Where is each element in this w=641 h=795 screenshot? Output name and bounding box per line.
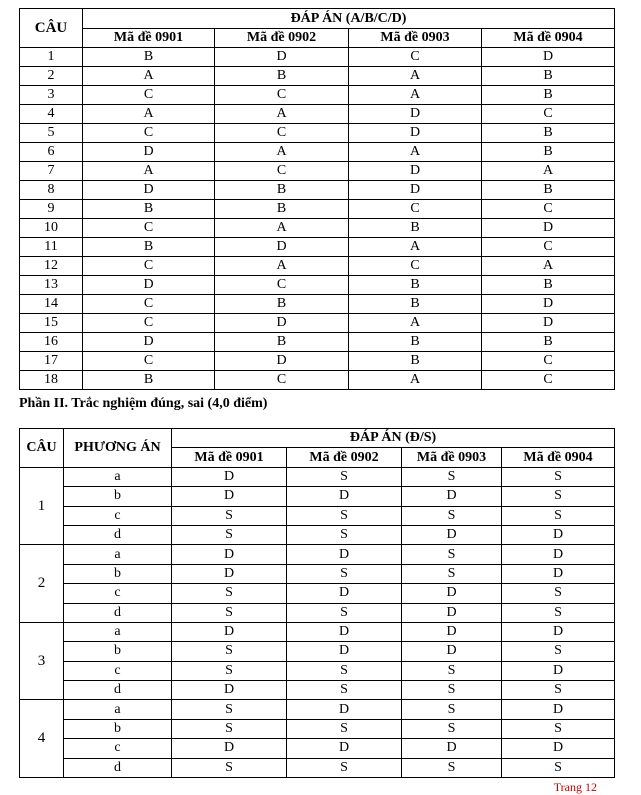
- answer-table-part1-body: [20, 48, 615, 390]
- answer-cell: B: [482, 124, 615, 143]
- answer-cell: C: [482, 105, 615, 124]
- option-letter: b: [64, 564, 172, 583]
- question-number: 3: [20, 622, 64, 700]
- question-number: 7: [20, 162, 83, 181]
- header-option: PHƯƠNG ÁN: [64, 429, 172, 468]
- header-cau: CÂU: [20, 429, 64, 468]
- answer-cell: S: [287, 719, 402, 738]
- question-number: 9: [20, 200, 83, 219]
- question-number: 6: [20, 143, 83, 162]
- answer-cell: D: [349, 162, 482, 181]
- answer-cell: S: [287, 661, 402, 680]
- table-row: [20, 257, 615, 276]
- answer-cell: S: [172, 506, 287, 525]
- answer-cell: C: [215, 86, 349, 105]
- table-row: [20, 238, 615, 257]
- table-row: [20, 603, 615, 622]
- answer-cell: D: [402, 525, 502, 544]
- answer-cell: D: [83, 276, 215, 295]
- answer-cell: A: [349, 86, 482, 105]
- header-code: Mã đề 0902: [287, 448, 402, 467]
- answer-cell: D: [482, 314, 615, 333]
- answer-cell: A: [482, 162, 615, 181]
- answer-cell: A: [215, 219, 349, 238]
- table-row: [20, 739, 615, 758]
- answer-cell: S: [402, 681, 502, 700]
- answer-cell: S: [172, 603, 287, 622]
- header-answer: ĐÁP ÁN (A/B/C/D): [83, 9, 615, 29]
- answer-cell: C: [83, 295, 215, 314]
- answer-cell: D: [215, 314, 349, 333]
- option-letter: a: [64, 545, 172, 564]
- header-code: Mã đề 0903: [349, 29, 482, 48]
- question-number: 13: [20, 276, 83, 295]
- answer-cell: C: [482, 238, 615, 257]
- question-number: 1: [20, 48, 83, 67]
- question-number: 16: [20, 333, 83, 352]
- answer-cell: S: [172, 661, 287, 680]
- answer-cell: D: [287, 545, 402, 564]
- table-row: [20, 700, 615, 719]
- answer-cell: B: [83, 371, 215, 390]
- answer-cell: C: [482, 371, 615, 390]
- answer-cell: D: [287, 739, 402, 758]
- answer-cell: B: [349, 295, 482, 314]
- answer-cell: S: [172, 525, 287, 544]
- table-row: [20, 200, 615, 219]
- answer-cell: D: [172, 622, 287, 641]
- header-code: Mã đề 0902: [215, 29, 349, 48]
- option-letter: b: [64, 719, 172, 738]
- answer-cell: D: [83, 181, 215, 200]
- answer-cell: B: [482, 86, 615, 105]
- answer-cell: C: [83, 352, 215, 371]
- answer-cell: S: [502, 584, 615, 603]
- option-letter: d: [64, 758, 172, 777]
- table-row: [20, 124, 615, 143]
- question-number: 8: [20, 181, 83, 200]
- answer-cell: D: [172, 545, 287, 564]
- option-letter: c: [64, 661, 172, 680]
- answer-cell: D: [502, 525, 615, 544]
- answer-cell: B: [482, 181, 615, 200]
- answer-cell: A: [215, 105, 349, 124]
- answer-cell: C: [215, 371, 349, 390]
- option-letter: b: [64, 487, 172, 506]
- option-letter: a: [64, 700, 172, 719]
- answer-cell: S: [402, 564, 502, 583]
- answer-cell: S: [502, 603, 615, 622]
- answer-cell: S: [287, 467, 402, 486]
- answer-cell: A: [482, 257, 615, 276]
- answer-cell: D: [83, 143, 215, 162]
- answer-cell: A: [83, 105, 215, 124]
- answer-cell: D: [402, 487, 502, 506]
- answer-cell: D: [502, 700, 615, 719]
- table-row: [20, 162, 615, 181]
- answer-cell: A: [83, 67, 215, 86]
- section-title: Phần II. Trắc nghiệm đúng, sai (4,0 điểm): [19, 396, 268, 411]
- answer-table-part1: [19, 8, 615, 390]
- answer-cell: S: [402, 506, 502, 525]
- answer-cell: D: [402, 642, 502, 661]
- answer-cell: S: [172, 584, 287, 603]
- answer-cell: D: [349, 181, 482, 200]
- header-code: Mã đề 0901: [83, 29, 215, 48]
- option-letter: a: [64, 622, 172, 641]
- table-row: [20, 48, 615, 67]
- question-number: 17: [20, 352, 83, 371]
- answer-cell: S: [502, 506, 615, 525]
- question-number: 15: [20, 314, 83, 333]
- header-code: Mã đề 0904: [502, 448, 615, 467]
- answer-cell: D: [502, 661, 615, 680]
- option-letter: d: [64, 603, 172, 622]
- answer-cell: D: [502, 622, 615, 641]
- question-number: 18: [20, 371, 83, 390]
- answer-cell: S: [402, 467, 502, 486]
- answer-cell: S: [287, 758, 402, 777]
- answer-cell: B: [349, 352, 482, 371]
- table-row: [20, 105, 615, 124]
- answer-cell: B: [215, 333, 349, 352]
- answer-cell: A: [215, 143, 349, 162]
- answer-cell: D: [287, 584, 402, 603]
- answer-cell: D: [83, 333, 215, 352]
- answer-cell: C: [215, 162, 349, 181]
- answer-table-part2-body: [20, 467, 615, 777]
- answer-cell: S: [172, 719, 287, 738]
- answer-cell: D: [172, 467, 287, 486]
- answer-cell: D: [402, 739, 502, 758]
- question-number: 4: [20, 700, 64, 778]
- header-code: Mã đề 0904: [482, 29, 615, 48]
- question-number: 4: [20, 105, 83, 124]
- answer-cell: A: [349, 238, 482, 257]
- answer-cell: D: [215, 48, 349, 67]
- table-row: [20, 67, 615, 86]
- answer-cell: S: [287, 525, 402, 544]
- table-row: [20, 719, 615, 738]
- answer-cell: S: [402, 758, 502, 777]
- answer-cell: D: [215, 352, 349, 371]
- question-number: 12: [20, 257, 83, 276]
- answer-cell: D: [172, 564, 287, 583]
- answer-cell: D: [482, 295, 615, 314]
- answer-cell: C: [215, 276, 349, 295]
- answer-cell: B: [349, 276, 482, 295]
- table-row: [20, 681, 615, 700]
- question-number: 1: [20, 467, 64, 545]
- answer-cell: D: [349, 105, 482, 124]
- table-row: [20, 371, 615, 390]
- table-row: [20, 584, 615, 603]
- page-number: Trang 12: [553, 780, 597, 794]
- answer-cell: D: [172, 681, 287, 700]
- answer-cell: S: [502, 467, 615, 486]
- answer-cell: C: [482, 200, 615, 219]
- answer-cell: B: [349, 333, 482, 352]
- table-row: [20, 525, 615, 544]
- option-letter: b: [64, 642, 172, 661]
- answer-cell: C: [215, 124, 349, 143]
- answer-cell: B: [83, 200, 215, 219]
- answer-cell: D: [502, 545, 615, 564]
- table-row: [20, 352, 615, 371]
- answer-cell: S: [502, 642, 615, 661]
- answer-cell: D: [287, 642, 402, 661]
- answer-cell: A: [349, 67, 482, 86]
- answer-cell: B: [349, 219, 482, 238]
- answer-cell: B: [215, 67, 349, 86]
- answer-cell: S: [172, 758, 287, 777]
- header-code: Mã đề 0901: [172, 448, 287, 467]
- answer-cell: B: [482, 143, 615, 162]
- answer-cell: D: [215, 238, 349, 257]
- question-number: 11: [20, 238, 83, 257]
- answer-cell: S: [402, 545, 502, 564]
- answer-cell: D: [349, 124, 482, 143]
- answer-cell: D: [402, 584, 502, 603]
- question-number: 14: [20, 295, 83, 314]
- answer-cell: S: [172, 700, 287, 719]
- answer-cell: D: [287, 487, 402, 506]
- table-row: [20, 506, 615, 525]
- question-number: 3: [20, 86, 83, 105]
- table-row: [20, 545, 615, 564]
- answer-cell: A: [349, 314, 482, 333]
- answer-cell: S: [402, 661, 502, 680]
- table-row: [20, 622, 615, 641]
- table-row: [20, 661, 615, 680]
- answer-cell: A: [215, 257, 349, 276]
- answer-cell: C: [349, 48, 482, 67]
- table-row: [20, 333, 615, 352]
- answer-cell: C: [349, 257, 482, 276]
- answer-cell: C: [349, 200, 482, 219]
- question-number: 5: [20, 124, 83, 143]
- answer-cell: C: [482, 352, 615, 371]
- answer-cell: C: [83, 124, 215, 143]
- answer-cell: D: [402, 622, 502, 641]
- answer-cell: S: [287, 506, 402, 525]
- option-letter: c: [64, 584, 172, 603]
- answer-cell: S: [402, 700, 502, 719]
- answer-cell: S: [287, 603, 402, 622]
- answer-cell: A: [349, 371, 482, 390]
- answer-cell: B: [83, 48, 215, 67]
- answer-cell: S: [502, 487, 615, 506]
- table-row: [20, 295, 615, 314]
- answer-cell: S: [502, 758, 615, 777]
- answer-cell: D: [482, 219, 615, 238]
- answer-cell: B: [83, 238, 215, 257]
- table-row: [20, 758, 615, 777]
- answer-cell: B: [215, 200, 349, 219]
- answer-cell: S: [502, 681, 615, 700]
- answer-cell: B: [215, 181, 349, 200]
- header-cau: CÂU: [20, 9, 83, 48]
- answer-cell: D: [172, 739, 287, 758]
- table-row: [20, 467, 615, 486]
- table-row: [20, 143, 615, 162]
- answer-cell: D: [172, 487, 287, 506]
- table-row: [20, 642, 615, 661]
- question-number: 10: [20, 219, 83, 238]
- answer-cell: S: [402, 719, 502, 738]
- table-row: [20, 181, 615, 200]
- option-letter: d: [64, 681, 172, 700]
- answer-cell: B: [215, 295, 349, 314]
- answer-cell: B: [482, 276, 615, 295]
- table-row: [20, 219, 615, 238]
- answer-cell: S: [172, 642, 287, 661]
- answer-cell: S: [287, 564, 402, 583]
- answer-cell: A: [83, 162, 215, 181]
- answer-cell: B: [482, 67, 615, 86]
- option-letter: c: [64, 506, 172, 525]
- answer-table-part2: [19, 428, 615, 778]
- answer-cell: D: [502, 564, 615, 583]
- table-row: [20, 276, 615, 295]
- answer-cell: C: [83, 219, 215, 238]
- answer-cell: B: [482, 333, 615, 352]
- table-row: [20, 487, 615, 506]
- question-number: 2: [20, 545, 64, 623]
- answer-cell: S: [287, 681, 402, 700]
- answer-cell: C: [83, 257, 215, 276]
- option-letter: d: [64, 525, 172, 544]
- answer-cell: D: [502, 739, 615, 758]
- table-row: [20, 564, 615, 583]
- question-number: 2: [20, 67, 83, 86]
- option-letter: a: [64, 467, 172, 486]
- header-code: Mã đề 0903: [402, 448, 502, 467]
- answer-cell: C: [83, 86, 215, 105]
- answer-cell: D: [402, 603, 502, 622]
- table-row: [20, 86, 615, 105]
- answer-cell: C: [83, 314, 215, 333]
- option-letter: c: [64, 739, 172, 758]
- answer-cell: A: [349, 143, 482, 162]
- answer-cell: S: [502, 719, 615, 738]
- table-row: [20, 314, 615, 333]
- answer-cell: D: [287, 622, 402, 641]
- answer-cell: D: [287, 700, 402, 719]
- answer-cell: D: [482, 48, 615, 67]
- header-answer: ĐÁP ÁN (Đ/S): [172, 429, 615, 448]
